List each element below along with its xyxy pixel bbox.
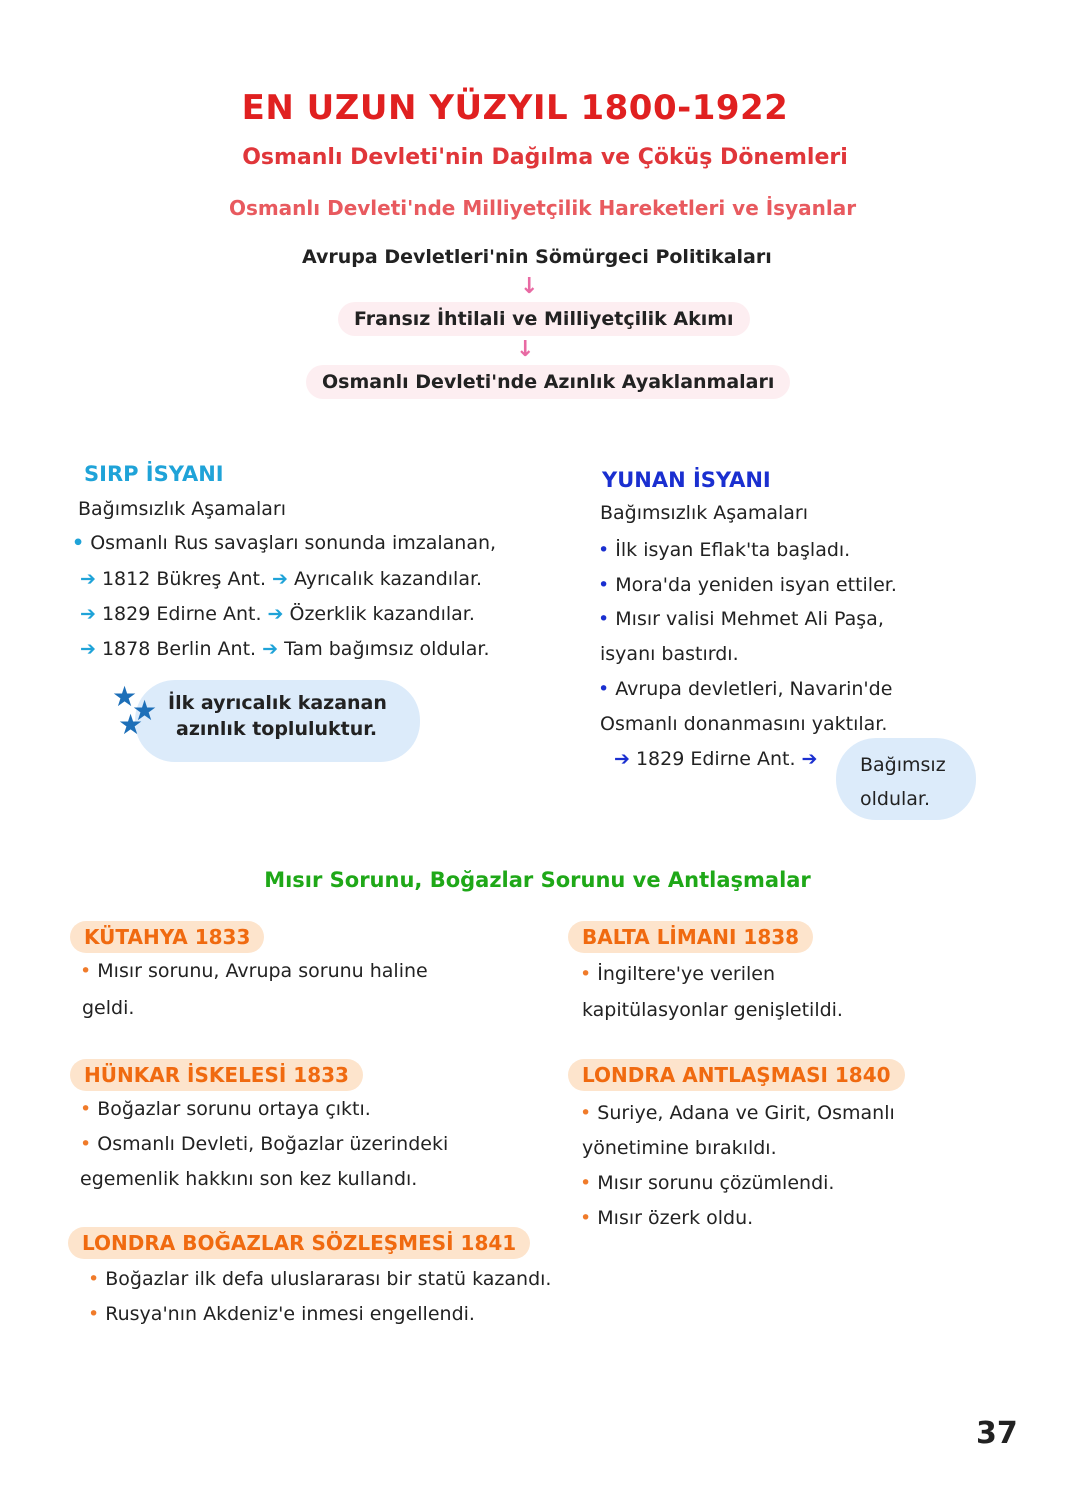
yunan-bullet-1: • İlk isyan Eflak'ta başladı. [598, 539, 851, 561]
star-icon: ★ [132, 694, 158, 727]
hunkar-line1: • Boğazlar sorunu ortaya çıktı. [80, 1098, 371, 1120]
page-subtitle: Osmanlı Devleti'nin Dağılma ve Çöküş Dönemleri [242, 145, 848, 170]
bullet-icon: • [580, 1172, 592, 1194]
bullet-icon: • [72, 532, 85, 554]
section-subtitle: Osmanlı Devleti'nde Milliyetçilik Hareketleri ve İsyanlar [228, 196, 857, 220]
bullet-icon: • [580, 1102, 592, 1124]
londra-line2: yönetimine bırakıldı. [582, 1137, 777, 1159]
yunan-title: YUNAN İSYANI [602, 468, 771, 492]
flow-step-1: Avrupa Devletleri'nin Sömürgeci Politikaları [302, 246, 772, 268]
bogazlar-line2: • Rusya'nın Akdeniz'e inmesi engellendi. [88, 1303, 475, 1325]
balta-title: BALTA LİMANI 1838 [568, 921, 813, 953]
bullet-icon: • [88, 1268, 100, 1290]
kutahya-line2: geldi. [82, 997, 135, 1019]
arrow-right-icon: ➔ [614, 748, 630, 770]
hunkar-title: HÜNKAR İSKELESİ 1833 [70, 1059, 363, 1091]
flow-step-2: Fransız İhtilali ve Milliyetçilik Akımı [338, 302, 750, 336]
flow-arrow-down-icon: ↓ [516, 337, 535, 362]
sirp-label: Bağımsızlık Aşamaları [78, 498, 286, 520]
arrow-right-icon: ➔ [801, 748, 818, 770]
bogazlar-title: LONDRA BOĞAZLAR SÖZLEŞMESİ 1841 [68, 1227, 530, 1259]
hunkar-line2: • Osmanlı Devleti, Boğazlar üzerindeki [80, 1133, 449, 1155]
flow-arrow-down-icon: ↓ [520, 274, 539, 299]
arrow-right-icon: ➔ [80, 568, 96, 590]
londra-line1: • Suriye, Adana ve Girit, Osmanlı [580, 1102, 895, 1124]
yunan-bullet-2: • Mora'da yeniden isyan ettiler. [598, 574, 897, 596]
arrow-right-icon: ➔ [262, 638, 279, 660]
bullet-icon: • [580, 963, 592, 985]
bullet-icon: • [580, 1207, 592, 1229]
bullet-icon: • [80, 1098, 92, 1120]
bullet-icon: • [598, 574, 610, 596]
page-number: 37 [976, 1416, 1018, 1451]
sirp-note: İlk ayrıcalık kazanan azınlık topluluktur. [168, 692, 387, 740]
star-icon: ★ [118, 708, 144, 741]
hunkar-line3: egemenlik hakkını son kez kullandı. [80, 1168, 418, 1190]
londra-line4: • Mısır özerk oldu. [580, 1207, 754, 1229]
sirp-line1: • Osmanlı Rus savaşları sonunda imzalanan, [72, 532, 497, 554]
sirp-title: SIRP İSYANI [84, 462, 224, 486]
bullet-icon: • [598, 678, 610, 700]
sirp-treaty-3: ➔ 1878 Berlin Ant. ➔ Tam bağımsız oldular. [80, 638, 490, 660]
kutahya-line1: • Mısır sorunu, Avrupa sorunu haline [80, 960, 428, 982]
yunan-treaty: ➔ 1829 Edirne Ant. ➔ [614, 748, 818, 770]
balta-line2: kapitülasyonlar genişletildi. [582, 999, 843, 1021]
yunan-bullet-4-cont: Osmanlı donanmasını yaktılar. [600, 713, 888, 735]
misir-title: Mısır Sorunu, Boğazlar Sorunu ve Antlaşmalar [264, 868, 811, 892]
bullet-icon: • [598, 608, 610, 630]
flow-step-3: Osmanlı Devleti'nde Azınlık Ayaklanmaları [306, 365, 790, 399]
bullet-icon: • [80, 960, 92, 982]
londra-title: LONDRA ANTLAŞMASI 1840 [568, 1059, 905, 1091]
bullet-icon: • [88, 1303, 100, 1325]
sirp-treaty-2: ➔ 1829 Edirne Ant. ➔ Özerklik kazandılar. [80, 603, 475, 625]
yunan-result: Bağımsız oldular. [860, 754, 946, 810]
yunan-bullet-3: • Mısır valisi Mehmet Ali Paşa, [598, 608, 884, 630]
balta-line1: • İngiltere'ye verilen [580, 963, 775, 985]
bogazlar-line1: • Boğazlar ilk defa uluslararası bir statü kazandı. [88, 1268, 552, 1290]
star-icon: ★ [112, 680, 138, 713]
page-title: EN UZUN YÜZYIL 1800-1922 [241, 88, 789, 128]
kutahya-title: KÜTAHYA 1833 [70, 921, 264, 953]
yunan-bullet-3-cont: isyanı bastırdı. [600, 643, 739, 665]
londra-line3: • Mısır sorunu çözümlendi. [580, 1172, 835, 1194]
bullet-icon: • [80, 1133, 92, 1155]
yunan-bullet-4: • Avrupa devletleri, Navarin'de [598, 678, 893, 700]
arrow-right-icon: ➔ [80, 603, 96, 625]
arrow-right-icon: ➔ [80, 638, 96, 660]
arrow-right-icon: ➔ [272, 568, 288, 590]
bullet-icon: • [598, 539, 610, 561]
sirp-treaty-1: ➔ 1812 Bükreş Ant. ➔ Ayrıcalık kazandılar. [80, 568, 483, 590]
yunan-label: Bağımsızlık Aşamaları [600, 502, 808, 524]
arrow-right-icon: ➔ [267, 603, 284, 625]
